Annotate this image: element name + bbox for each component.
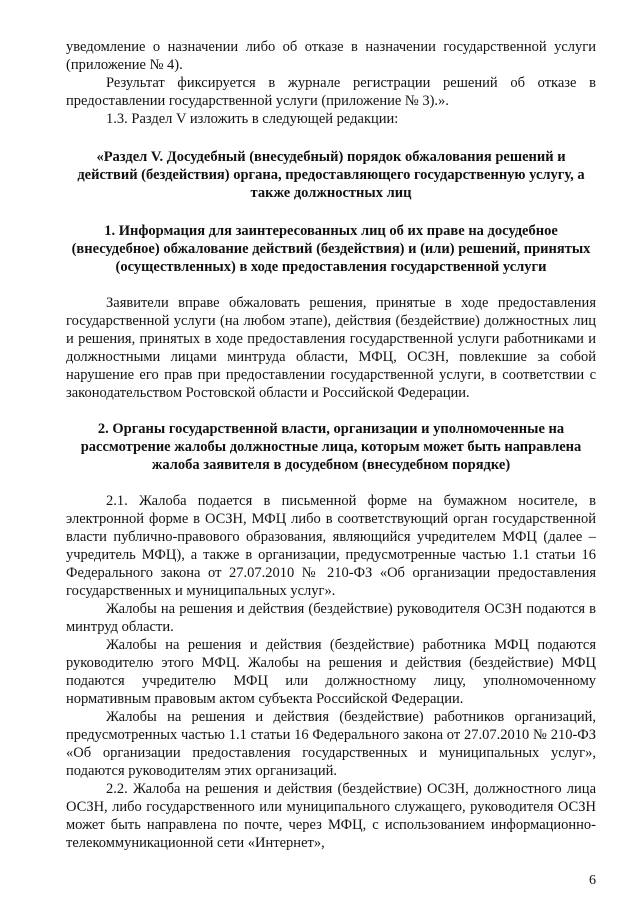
paragraph-amendment: 1.3. Раздел V изложить в следующей редакции: bbox=[106, 111, 399, 127]
page-number: 6 bbox=[589, 873, 596, 888]
subsection-2-paragraph: 2.1. Жалоба подается в письменной форме на бумажном носителе, в электронной форме в ОСЗН, МФЦ либо в соответствующий орган государственной власти публично-правового образования, являющийся учредителем МФЦ (далее – учредитель МФЦ), а также в организации, предусмотренные частью 1.1 статьи 16 Федерального закона от 27.07.2010 № 210-ФЗ «Об организации предоставления государственных и муниципальных услуг». bbox=[66, 493, 596, 599]
subsection-1-paragraph: Заявители вправе обжаловать решения, принятые в ходе предоставления государственной услуги (на любом этапе), действия (бездействие) должностных лиц и решения, принятых в ходе предоставления государственной услуги работниками и должностными лицами минтруда области, МФЦ, ОСЗН, повлекшие за собой нарушение его прав при предоставлении государственной услуги, в соответствии с законодательством Ростовской области и Российской Федерации. bbox=[66, 295, 596, 401]
section-heading: «Раздел V. Досудебный (внесудебный) порядок обжалования решений и действий (бездействия) органа, предоставляющего государственную услугу, а также должностных лиц bbox=[77, 149, 585, 201]
paragraph-result: Результат фиксируется в журнале регистрации решений об отказе в предоставлении государственной услуги (приложение № 3).». bbox=[66, 75, 596, 109]
paragraph-continuation: уведомление о назначении либо об отказе в назначении государственной услуги (приложение № 4). bbox=[66, 39, 596, 73]
document-body bbox=[66, 38, 596, 852]
subsection-2-paragraph: 2.2. Жалоба на решения и действия (бездействие) ОСЗН, должностного лица ОСЗН, либо государственного или муниципального служащего, руководителя ОСЗН может быть направлена по почте, через МФЦ, с использованием информационно-телекоммуникационной сети «Интернет», bbox=[66, 781, 596, 851]
subsection-2-paragraph: Жалобы на решения и действия (бездействие) руководителя ОСЗН подаются в минтруд области. bbox=[66, 601, 596, 635]
subsection-1-heading: 1. Информация для заинтересованных лиц об их праве на досудебное (внесудебное) обжалование действий (бездействия) и (или) решений, принятых (осуществленных) в ходе предоставления государственной услуги bbox=[71, 223, 591, 275]
subsection-2-heading: 2. Органы государственной власти, организации и уполномоченные на рассмотрение жалобы должностные лица, которым может быть направлена жалоба заявителя в досудебном (внесудебном порядке) bbox=[80, 421, 582, 473]
subsection-2-paragraph: Жалобы на решения и действия (бездействие) работников организаций, предусмотренных частью 1.1 статьи 16 Федерального закона от 27.07.2010 № 210-ФЗ «Об организации предоставления государственных и муниципальных услуг», подаются руководителям этих организаций. bbox=[66, 709, 596, 779]
subsection-2-paragraph: Жалобы на решения и действия (бездействие) работника МФЦ подаются руководителю этого МФЦ. Жалобы на решения и действия (бездействие) МФЦ подаются учредителю МФЦ или должностному лицу, уполномоченному нормативным правовым актом субъекта Российской Федерации. bbox=[66, 637, 596, 707]
